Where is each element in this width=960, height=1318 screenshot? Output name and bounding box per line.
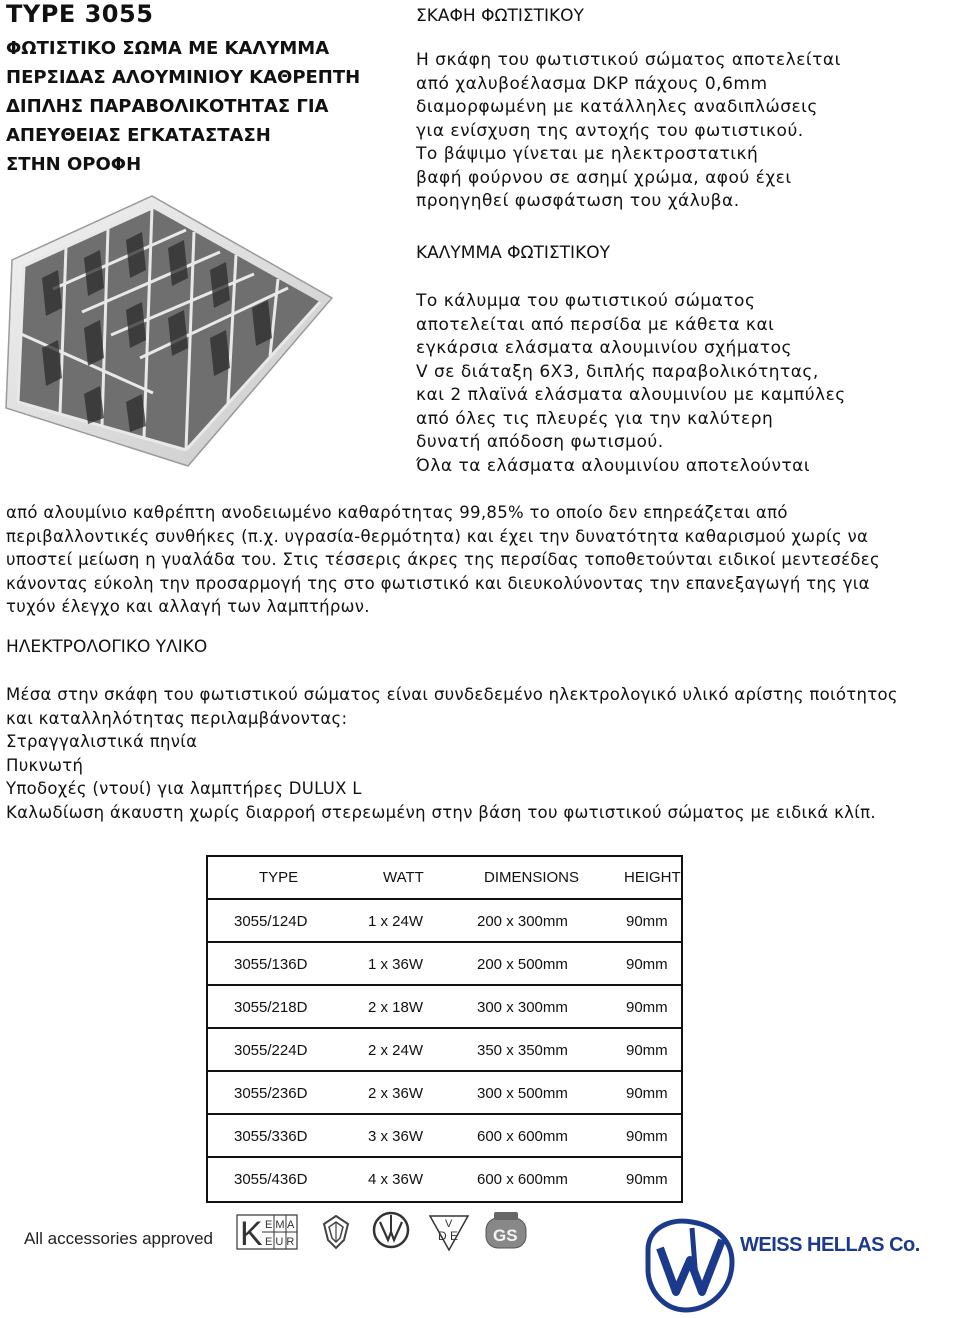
electrical-heading: ΗΛΕΚΤΡΟΛΟΓΙΚΟ ΥΛΙΚΟ <box>6 637 208 657</box>
cell-height: 90mm <box>626 1085 668 1102</box>
column-header-height: HEIGHT <box>624 869 681 886</box>
cell-dimensions: 300 x 300mm <box>477 999 568 1016</box>
electrical-line: και καταλληλότητας περιλαμβάνοντας: <box>6 708 348 728</box>
cell-type: 3055/136D <box>234 956 308 973</box>
electrical-line: Στραγγαλιστικά πηνία <box>6 732 198 751</box>
kema-keur-mark-icon <box>236 1212 298 1252</box>
electrical-line: Υποδοχές (ντουί) για λαμπτήρες DULUX L <box>6 779 362 798</box>
housing-heading: ΣΚΑΦΗ ΦΩΤΙΣΤΙΚΟΥ <box>416 6 584 26</box>
ovm-mark-icon <box>370 1210 412 1250</box>
svg-text:K: K <box>240 1215 263 1252</box>
cell-watt: 2 x 36W <box>368 1085 424 1102</box>
electrical-line: Καλωδίωση άκαυστη χωρίς διαρροή στερεωμένη στην βάση του φωτιστικού σώματος με ειδικά κλίπ. <box>6 802 876 822</box>
cell-type: 3055/218D <box>234 999 308 1016</box>
cover-description <box>416 290 846 478</box>
electrical-line: Πυκνωτή <box>6 755 84 775</box>
housing-line: Η σκάφη του φωτιστικού σώματος αποτελείται <box>416 50 841 70</box>
cell-height: 90mm <box>626 956 668 973</box>
housing-line: βαφή φούρνου σε ασημί χρώμα, αφού έχει <box>416 167 792 188</box>
housing-line: για ενίσχυση της αντοχής του φωτιστικού. <box>416 120 804 141</box>
product-title-line: ΑΠΕΥΘΕΙΑΣ ΕΓΚΑΤΑΣΤΑΣΗ <box>6 125 271 146</box>
product-title-line: ΔΙΠΛΗΣ ΠΑΡΑΒΟΛΙΚΟΤΗΤΑΣ ΓΙΑ <box>6 96 329 117</box>
svg-text:D E: D E <box>438 1229 459 1243</box>
cell-dimensions: 300 x 500mm <box>477 1085 568 1102</box>
table-divider <box>208 1027 681 1029</box>
cell-type: 3055/336D <box>234 1128 308 1145</box>
electrical-description <box>6 683 898 824</box>
cell-type: 3055/436D <box>234 1171 308 1188</box>
cell-watt: 1 x 24W <box>368 913 424 930</box>
cover-line: δυνατή απόδοση φωτισμού. <box>416 432 664 452</box>
cover-line: από αλουμίνιο καθρέπτη ανοδειωμένο καθαρότητας 99,85% το οποίο δεν επηρεάζεται από <box>6 503 788 522</box>
cell-height: 90mm <box>626 999 668 1016</box>
table-divider <box>208 984 681 986</box>
gs-mark-icon <box>484 1210 528 1250</box>
column-header-dimensions: DIMENSIONS <box>484 869 580 886</box>
product-title <box>6 34 360 179</box>
column-header-type: TYPE <box>259 869 299 886</box>
svg-text:E M A: E M A <box>265 1219 295 1231</box>
cell-dimensions: 600 x 600mm <box>477 1128 568 1145</box>
column-header-watt: WATT <box>383 869 424 886</box>
cell-watt: 2 x 24W <box>368 1042 424 1059</box>
electrical-line: Μέσα στην σκάφη του φωτιστικού σώματος είναι συνδεδεμένο ηλεκτρολογικό υλικό αρίστης ποιότητος <box>6 685 898 704</box>
cover-line: αποτελείται από περσίδα με κάθετα και <box>416 314 775 335</box>
product-title-line: ΣΤΗΝ ΟΡΟΦΗ <box>6 154 142 175</box>
housing-line: Το βάψιμο γίνεται με ηλεκτροστατική <box>416 144 759 164</box>
cover-line: κάνοντας εύκολη την προσαρμογή της στο φωτιστικό και διευκολύνοντας την επανεξαγωγή της για <box>6 573 870 593</box>
cover-line: Όλα τα ελάσματα αλουμινίου αποτελούνται <box>416 455 811 476</box>
cell-dimensions: 600 x 600mm <box>477 1171 568 1188</box>
cell-watt: 3 x 36W <box>368 1128 424 1145</box>
cell-watt: 4 x 36W <box>368 1171 424 1188</box>
luminaire-product-image <box>2 188 334 468</box>
cell-dimensions: 200 x 300mm <box>477 913 568 930</box>
cell-height: 90mm <box>626 1128 668 1145</box>
product-title-line: ΦΩΤΙΣΤΙΚΟ ΣΩΜΑ ΜΕ ΚΑΛΥΜΜΑ <box>6 38 330 59</box>
cell-watt: 2 x 18W <box>368 999 424 1016</box>
cover-line: εγκάρσια ελάσματα αλουμινίου σχήματος <box>416 338 792 358</box>
product-title-line: ΠΕΡΣΙΔΑΣ ΑΛΟΥΜΙΝΙΟΥ ΚΑΘΡΕΠΤΗ <box>6 67 361 88</box>
vde-mark-icon <box>428 1214 470 1252</box>
table-divider <box>208 1156 681 1158</box>
cell-watt: 1 x 36W <box>368 956 424 973</box>
cover-line: περιβαλλοντικές συνθήκες (π.χ. υγρασία-θερμότητα) και έχει την δυνατότητα καθαρισμού χωρίς να <box>6 526 869 546</box>
cover-description-continued <box>6 501 880 619</box>
accessories-approved-text: All accessories approved <box>24 1229 213 1248</box>
housing-line: από χαλυβοέλασμα DKP πάχους 0,6mm <box>416 73 768 94</box>
cover-line: υποστεί μείωση η γυαλάδα του. Στις τέσσερις άκρες της περσίδας τοποθετούνται ειδικοί μεντεσέδες <box>6 550 880 569</box>
cell-dimensions: 350 x 350mm <box>477 1042 568 1059</box>
cover-heading: ΚΑΛΥΜΜΑ ΦΩΤΙΣΤΙΚΟΥ <box>416 243 610 263</box>
svg-text:V: V <box>445 1218 453 1230</box>
svg-text:GS: GS <box>493 1226 518 1245</box>
table-divider <box>208 941 681 943</box>
cell-type: 3055/236D <box>234 1085 308 1102</box>
cell-type: 3055/124D <box>234 913 308 930</box>
cover-line: τυχόν έλεγχο και αλλαγή των λαμπτήρων. <box>6 597 370 616</box>
cover-line: Το κάλυμμα του φωτιστικού σώματος <box>416 291 756 311</box>
cell-height: 90mm <box>626 913 668 930</box>
table-divider <box>208 1070 681 1072</box>
cover-line: και 2 πλαϊνά ελάσματα αλουμινίου με καμπύλες <box>416 385 846 405</box>
spec-table <box>206 855 683 1203</box>
cover-line: V σε διάταξη 6Χ3, διπλής παραβολικότητας, <box>416 361 819 382</box>
housing-description <box>416 49 841 214</box>
product-type-title: TYPE 3055 <box>6 0 154 28</box>
svg-text:E U R: E U R <box>265 1236 295 1248</box>
cell-height: 90mm <box>626 1042 668 1059</box>
table-divider <box>208 898 681 900</box>
bsi-kitemark-icon <box>318 1214 354 1250</box>
weiss-hellas-logo-icon <box>640 1210 740 1316</box>
cell-dimensions: 200 x 500mm <box>477 956 568 973</box>
brand-name: WEISS HELLAS Co. <box>740 1234 920 1256</box>
cover-line: από όλες τις πλευρές για την καλύτερη <box>416 408 774 429</box>
cell-height: 90mm <box>626 1171 668 1188</box>
cell-type: 3055/224D <box>234 1042 308 1059</box>
housing-line: διαμορφωμένη με κατάλληλες αναδιπλώσεις <box>416 97 818 117</box>
housing-line: προηγηθεί φωσφάτωση του χάλυβα. <box>416 191 740 211</box>
table-divider <box>208 1113 681 1115</box>
